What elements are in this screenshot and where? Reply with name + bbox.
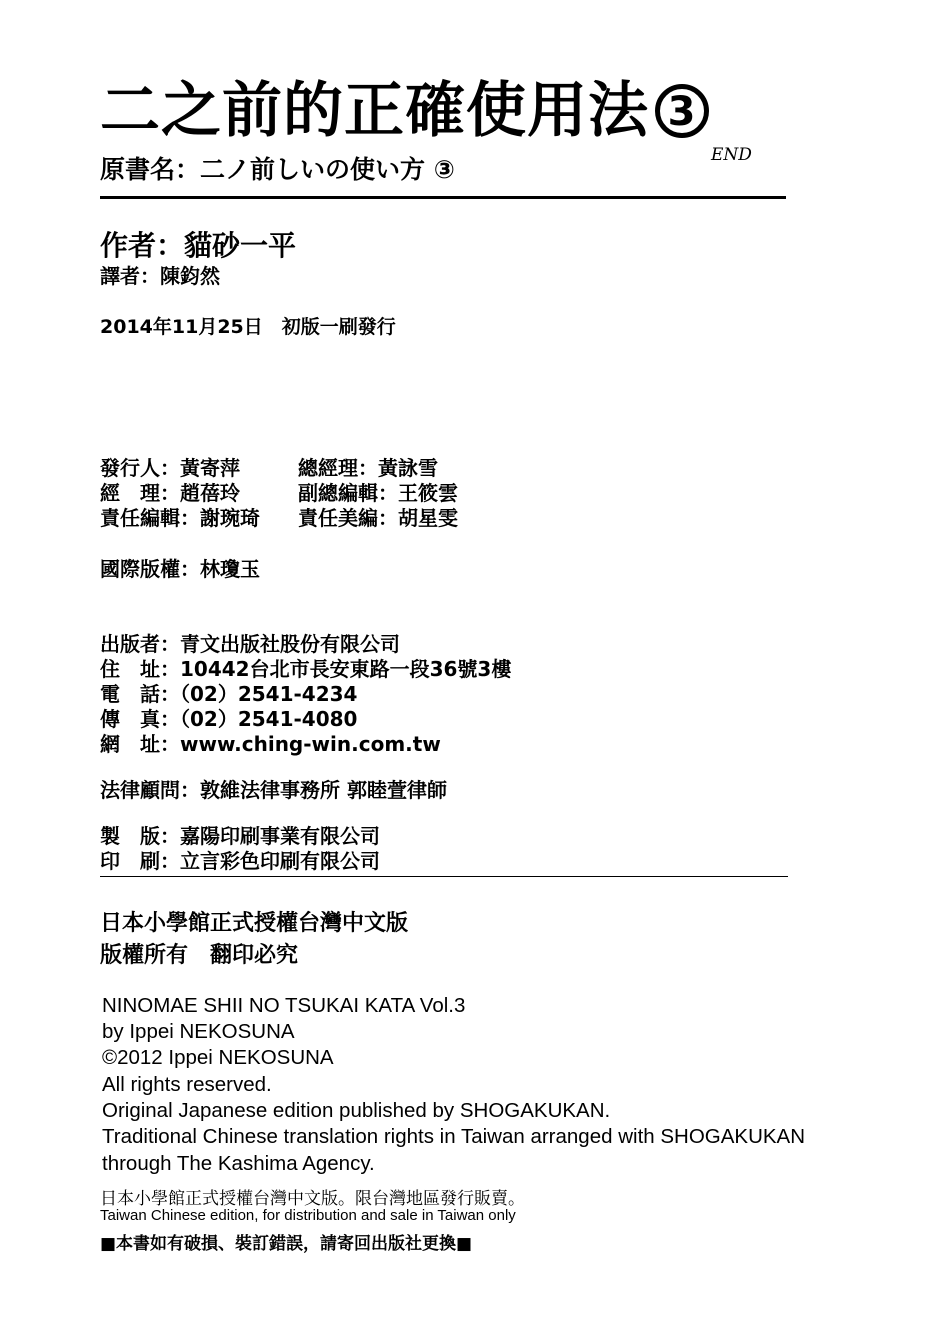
copyright-line: 版權所有 翻印必究 [100, 942, 299, 968]
distribution-english: Taiwan Chinese edition, for distribution and sale in Taiwan only [100, 1207, 516, 1224]
english-credit-5: Original Japanese edition published by SHOGAKUKAN. [102, 1099, 611, 1122]
staff-right-3: 責任美編：胡星雯 [298, 506, 458, 530]
defect-notice: ■本書如有破損、裝訂錯誤，請寄回出版社更換■ [100, 1234, 473, 1254]
volume-number-circle: 3 [655, 84, 709, 138]
plate-making: 製 版：嘉陽印刷事業有限公司 [100, 824, 380, 848]
publisher-name: 出版者：青文出版社股份有限公司 [100, 632, 400, 656]
distribution-chinese: 日本小學館正式授權台灣中文版。限台灣地區發行販賣。 [100, 1189, 525, 1209]
publisher-fax: 傳 真：（02）2541-4080 [100, 707, 358, 731]
original-title: 原書名：二ノ前しいの使い方 ③ [100, 155, 455, 184]
printing: 印 刷：立言彩色印刷有限公司 [100, 849, 380, 873]
end-mark: END [711, 145, 752, 165]
legal-counsel: 法律顧問：敦維法律事務所 郭睦萱律師 [100, 778, 447, 802]
english-credit-6: Traditional Chinese translation rights in Taiwan arranged with SHOGAKUKAN [102, 1125, 806, 1148]
author-credit: 作者：貓砂一平 [100, 229, 297, 262]
english-credit-3: ©2012 Ippei NEKOSUNA [102, 1046, 334, 1069]
english-credit-1: NINOMAE SHII NO TSUKAI KATA Vol.3 [102, 994, 466, 1017]
staff-left-3: 責任編輯：謝琬琦 [100, 506, 260, 530]
publish-date: 2014年11月25日 初版一刷發行 [100, 316, 396, 338]
staff-left-1: 發行人：黃寄萍 [100, 456, 240, 480]
rights-manager: 國際版權：林瓊玉 [100, 557, 260, 581]
publisher-website: 網 址：www.ching-win.com.tw [100, 732, 441, 756]
english-credit-4: All rights reserved. [102, 1073, 272, 1096]
staff-right-1: 總經理：黃詠雪 [298, 456, 438, 480]
title-divider [100, 196, 786, 199]
english-credit-7: through The Kashima Agency. [102, 1152, 375, 1175]
translator-credit: 譯者：陳鈞然 [100, 264, 220, 288]
english-credit-2: by Ippei NEKOSUNA [102, 1020, 295, 1043]
publisher-phone: 電 話：（02）2541-4234 [100, 682, 358, 706]
staff-left-2: 經 理：趙蓓玲 [100, 481, 240, 505]
publisher-address: 住 址：10442台北市長安東路一段36號3樓 [100, 657, 512, 681]
staff-right-2: 副總編輯：王筱雲 [298, 481, 458, 505]
section-divider [100, 876, 788, 877]
license-line: 日本小學館正式授權台灣中文版 [100, 910, 409, 936]
title-text: 二之前的正確使用法 [100, 76, 649, 146]
